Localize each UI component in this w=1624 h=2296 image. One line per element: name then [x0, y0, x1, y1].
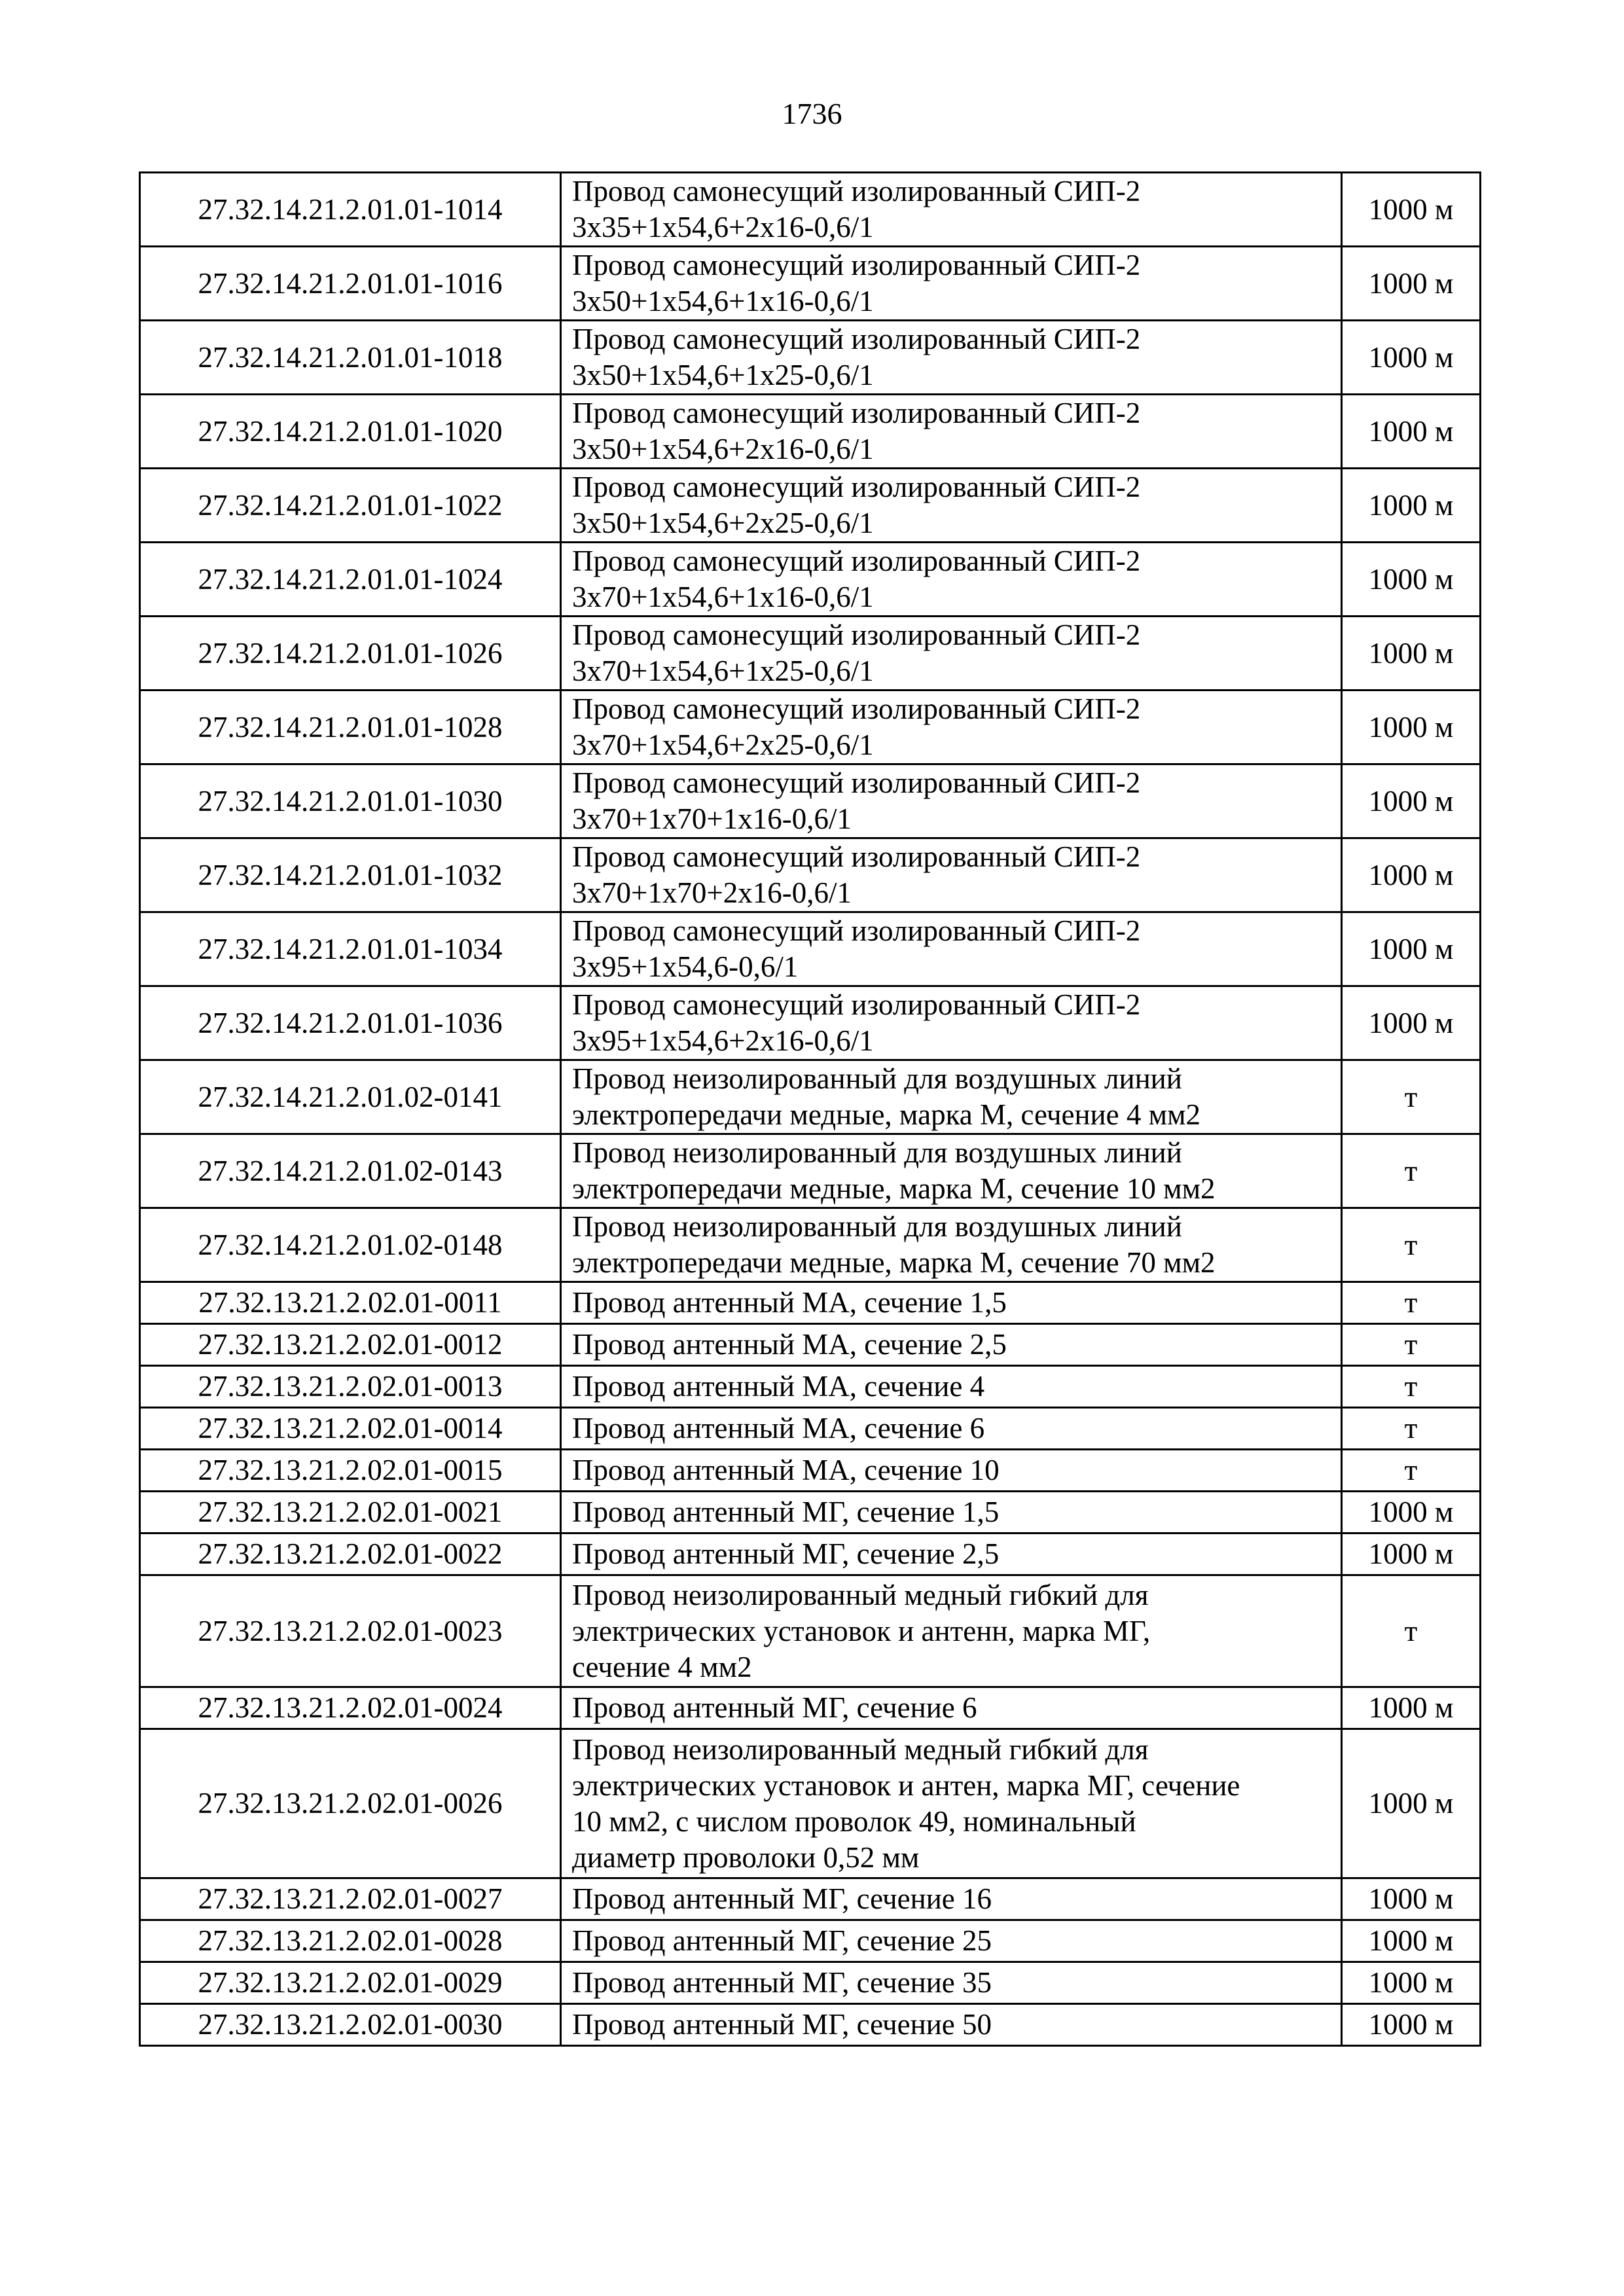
unit-cell: 1000 м	[1342, 247, 1481, 321]
unit-cell: т	[1342, 1366, 1481, 1408]
unit-cell: т	[1342, 1282, 1481, 1324]
name-cell: Провод неизолированный медный гибкий для электрических установок и антен, марка МГ, сечение 10 мм2, с числом проволок 49, номинальный диаметр проволоки 0,52 мм	[561, 1729, 1342, 1878]
name-cell: Провод антенный МГ, сечение 6	[561, 1687, 1342, 1729]
unit-cell: т	[1342, 1324, 1481, 1366]
code-cell: 27.32.13.21.2.02.01-0012	[140, 1324, 561, 1366]
unit-cell: 1000 м	[1342, 469, 1481, 543]
name-cell: Провод самонесущий изолированный СИП-2 3х35+1х54,6+2х16-0,6/1	[561, 173, 1342, 247]
code-cell: 27.32.13.21.2.02.01-0011	[140, 1282, 561, 1324]
resource-table	[139, 171, 1481, 2047]
name-cell: Провод самонесущий изолированный СИП-2 3х95+1х54,6+2х16-0,6/1	[561, 986, 1342, 1060]
table-row	[140, 469, 1481, 543]
code-cell: 27.32.13.21.2.02.01-0021	[140, 1492, 561, 1534]
unit-cell: т	[1342, 1408, 1481, 1450]
table-row	[140, 1687, 1481, 1729]
code-cell: 27.32.14.21.2.01.01-1022	[140, 469, 561, 543]
code-cell: 27.32.14.21.2.01.01-1028	[140, 691, 561, 764]
table-row	[140, 912, 1481, 986]
code-cell: 27.32.13.21.2.02.01-0015	[140, 1450, 561, 1492]
code-cell: 27.32.14.21.2.01.01-1030	[140, 764, 561, 838]
code-cell: 27.32.14.21.2.01.01-1024	[140, 543, 561, 617]
unit-cell: 1000 м	[1342, 764, 1481, 838]
name-cell: Провод антенный МА, сечение 2,5	[561, 1324, 1342, 1366]
page-number: 1736	[782, 97, 842, 130]
code-cell: 27.32.13.21.2.02.01-0022	[140, 1534, 561, 1575]
table-row	[140, 1324, 1481, 1366]
table-row	[140, 1366, 1481, 1408]
unit-cell: т	[1342, 1060, 1481, 1134]
unit-cell: 1000 м	[1342, 1920, 1481, 1962]
name-cell: Провод самонесущий изолированный СИП-2 3х50+1х54,6+2х25-0,6/1	[561, 469, 1342, 543]
unit-cell: 1000 м	[1342, 173, 1481, 247]
code-cell: 27.32.13.21.2.02.01-0013	[140, 1366, 561, 1408]
unit-cell: 1000 м	[1342, 321, 1481, 395]
unit-cell: т	[1342, 1208, 1481, 1282]
unit-cell: 1000 м	[1342, 986, 1481, 1060]
table-row	[140, 395, 1481, 469]
table-row	[140, 1208, 1481, 1282]
code-cell: 27.32.14.21.2.01.01-1026	[140, 617, 561, 691]
table-row	[140, 1134, 1481, 1208]
code-cell: 27.32.13.21.2.02.01-0014	[140, 1408, 561, 1450]
table-body	[140, 173, 1481, 2046]
code-cell: 27.32.13.21.2.02.01-0030	[140, 2004, 561, 2046]
code-cell: 27.32.14.21.2.01.02-0143	[140, 1134, 561, 1208]
table-row	[140, 838, 1481, 912]
table-row	[140, 2004, 1481, 2046]
table-row	[140, 691, 1481, 764]
name-cell: Провод антенный МГ, сечение 16	[561, 1878, 1342, 1920]
code-cell: 27.32.13.21.2.02.01-0027	[140, 1878, 561, 1920]
code-cell: 27.32.14.21.2.01.01-1016	[140, 247, 561, 321]
table-row	[140, 1962, 1481, 2004]
code-cell: 27.32.14.21.2.01.01-1020	[140, 395, 561, 469]
name-cell: Провод антенный МА, сечение 1,5	[561, 1282, 1342, 1324]
name-cell: Провод антенный МА, сечение 4	[561, 1366, 1342, 1408]
name-cell: Провод антенный МА, сечение 6	[561, 1408, 1342, 1450]
unit-cell: т	[1342, 1450, 1481, 1492]
table-row	[140, 617, 1481, 691]
unit-cell: 1000 м	[1342, 617, 1481, 691]
name-cell: Провод антенный МГ, сечение 1,5	[561, 1492, 1342, 1534]
table-row	[140, 173, 1481, 247]
code-cell: 27.32.14.21.2.01.02-0148	[140, 1208, 561, 1282]
name-cell: Провод самонесущий изолированный СИП-2 3х70+1х54,6+1х16-0,6/1	[561, 543, 1342, 617]
name-cell: Провод неизолированный медный гибкий для электрических установок и антенн, марка МГ, сечение 4 мм2	[561, 1575, 1342, 1687]
unit-cell: т	[1342, 1134, 1481, 1208]
name-cell: Провод антенный МГ, сечение 25	[561, 1920, 1342, 1962]
name-cell: Провод самонесущий изолированный СИП-2 3х70+1х70+1х16-0,6/1	[561, 764, 1342, 838]
name-cell: Провод самонесущий изолированный СИП-2 3х70+1х54,6+2х25-0,6/1	[561, 691, 1342, 764]
table-row	[140, 1282, 1481, 1324]
table-row	[140, 543, 1481, 617]
code-cell: 27.32.13.21.2.02.01-0024	[140, 1687, 561, 1729]
table-row	[140, 1408, 1481, 1450]
code-cell: 27.32.14.21.2.01.01-1036	[140, 986, 561, 1060]
table-row	[140, 1492, 1481, 1534]
code-cell: 27.32.14.21.2.01.01-1032	[140, 838, 561, 912]
code-cell: 27.32.13.21.2.02.01-0028	[140, 1920, 561, 1962]
name-cell: Провод неизолированный для воздушных линий электропередачи медные, марка М, сечение 70 мм2	[561, 1208, 1342, 1282]
unit-cell: т	[1342, 1575, 1481, 1687]
code-cell: 27.32.13.21.2.02.01-0026	[140, 1729, 561, 1878]
unit-cell: 1000 м	[1342, 2004, 1481, 2046]
table-row	[140, 1534, 1481, 1575]
table-row	[140, 247, 1481, 321]
name-cell: Провод самонесущий изолированный СИП-2 3х50+1х54,6+1х25-0,6/1	[561, 321, 1342, 395]
code-cell: 27.32.14.21.2.01.01-1034	[140, 912, 561, 986]
table-row	[140, 1575, 1481, 1687]
name-cell: Провод самонесущий изолированный СИП-2 3х95+1х54,6-0,6/1	[561, 912, 1342, 986]
name-cell: Провод неизолированный для воздушных линий электропередачи медные, марка М, сечение 4 мм2	[561, 1060, 1342, 1134]
table-row	[140, 321, 1481, 395]
code-cell: 27.32.14.21.2.01.01-1014	[140, 173, 561, 247]
unit-cell: 1000 м	[1342, 838, 1481, 912]
table-row	[140, 1450, 1481, 1492]
name-cell: Провод самонесущий изолированный СИП-2 3х50+1х54,6+1х16-0,6/1	[561, 247, 1342, 321]
unit-cell: 1000 м	[1342, 912, 1481, 986]
unit-cell: 1000 м	[1342, 1962, 1481, 2004]
name-cell: Провод самонесущий изолированный СИП-2 3х70+1х70+2х16-0,6/1	[561, 838, 1342, 912]
table-row	[140, 1060, 1481, 1134]
unit-cell: 1000 м	[1342, 1492, 1481, 1534]
code-cell: 27.32.13.21.2.02.01-0029	[140, 1962, 561, 2004]
name-cell: Провод антенный МГ, сечение 2,5	[561, 1534, 1342, 1575]
name-cell: Провод антенный МГ, сечение 50	[561, 2004, 1342, 2046]
unit-cell: 1000 м	[1342, 1878, 1481, 1920]
unit-cell: 1000 м	[1342, 543, 1481, 617]
unit-cell: 1000 м	[1342, 395, 1481, 469]
table-row	[140, 764, 1481, 838]
name-cell: Провод самонесущий изолированный СИП-2 3х70+1х54,6+1х25-0,6/1	[561, 617, 1342, 691]
unit-cell: 1000 м	[1342, 1534, 1481, 1575]
code-cell: 27.32.14.21.2.01.01-1018	[140, 321, 561, 395]
name-cell: Провод антенный МГ, сечение 35	[561, 1962, 1342, 2004]
unit-cell: 1000 м	[1342, 691, 1481, 764]
table-row	[140, 1729, 1481, 1878]
name-cell: Провод антенный МА, сечение 10	[561, 1450, 1342, 1492]
code-cell: 27.32.14.21.2.01.02-0141	[140, 1060, 561, 1134]
table-row	[140, 986, 1481, 1060]
unit-cell: 1000 м	[1342, 1729, 1481, 1878]
name-cell: Провод неизолированный для воздушных линий электропередачи медные, марка М, сечение 10 мм2	[561, 1134, 1342, 1208]
table-row	[140, 1878, 1481, 1920]
code-cell: 27.32.13.21.2.02.01-0023	[140, 1575, 561, 1687]
table-row	[140, 1920, 1481, 1962]
unit-cell: 1000 м	[1342, 1687, 1481, 1729]
name-cell: Провод самонесущий изолированный СИП-2 3х50+1х54,6+2х16-0,6/1	[561, 395, 1342, 469]
